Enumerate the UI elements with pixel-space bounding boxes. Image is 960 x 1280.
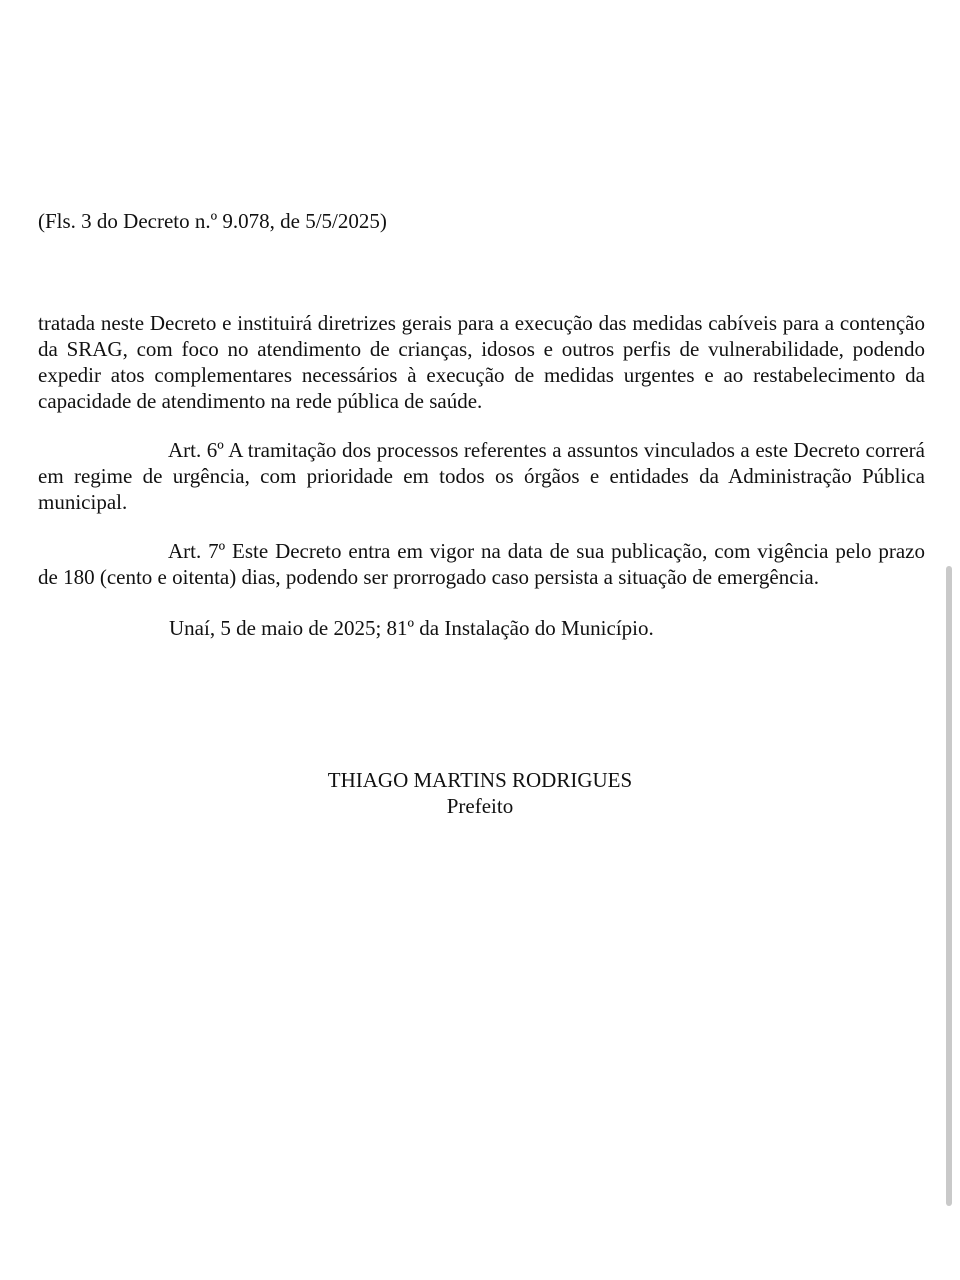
paragraph-continuation: tratada neste Decreto e instituirá diretrizes gerais para a execução das medidas cabíveis para a contenção da SRAG, com foco no atendimento de crianças, idosos e outros perfis de vulnerabilidade, podendo expedir atos complementares necessários à execução de medidas urgentes e ao restabelecimento da capacidade de atendimento na rede pública de saúde. — [38, 311, 925, 413]
signatory-role: Prefeito — [446, 794, 514, 818]
vertical-scrollbar[interactable] — [946, 566, 952, 1206]
signature-block — [0, 767, 960, 819]
page-header: (Fls. 3 do Decreto n.º 9.078, de 5/5/2025) — [38, 209, 387, 233]
signatory-name: THIAGO MARTINS RODRIGUES — [327, 768, 633, 792]
date-line: Unaí, 5 de maio de 2025; 81º da Instalação do Município. — [169, 616, 654, 640]
paragraph-art-7: Art. 7º Este Decreto entra em vigor na data de sua publicação, com vigência pelo prazo de 180 (cento e oitenta) dias, podendo ser prorrogado caso persista a situação de emergência. — [38, 539, 925, 589]
paragraph-art-6: Art. 6º A tramitação dos processos referentes a assuntos vinculados a este Decreto correrá em regime de urgência, com prioridade em todos os órgãos e entidades da Administração Pública municipal. — [38, 438, 925, 514]
